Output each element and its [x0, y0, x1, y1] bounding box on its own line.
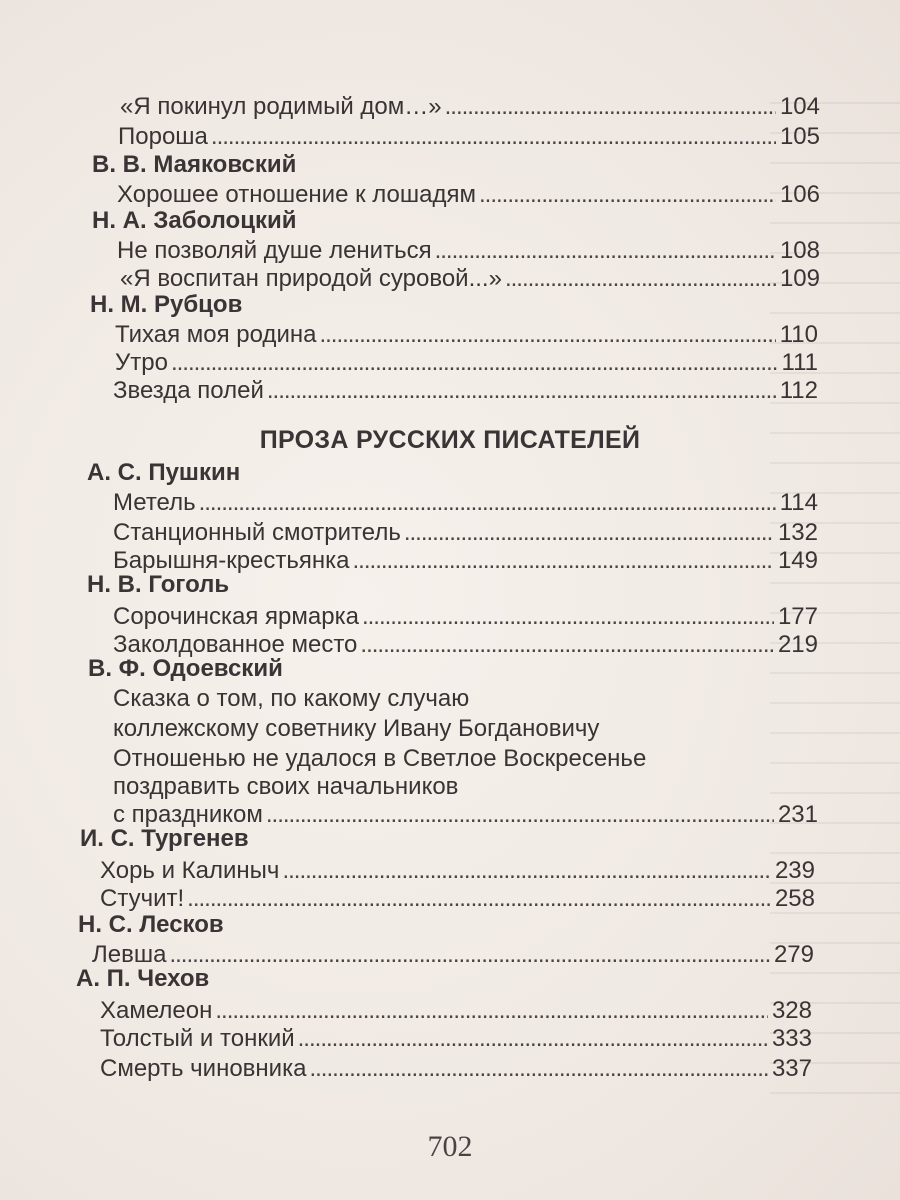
toc-entry[interactable] [100, 1054, 812, 1084]
leader-dots [309, 1054, 767, 1084]
leader-dots [360, 630, 774, 660]
toc-entry-page: 104 [779, 93, 820, 120]
leader-dots [445, 92, 776, 122]
leader-dots [353, 546, 774, 576]
toc-entry-page: 219 [777, 631, 818, 658]
toc-entry-title: Тихая моя родина [115, 321, 317, 348]
toc-author-heading: А. С. Пушкин [87, 459, 241, 486]
toc-entry[interactable] [113, 602, 818, 632]
toc-entry[interactable] [113, 488, 818, 518]
toc-entry-title: Заколдованное место [113, 631, 358, 658]
toc-entry[interactable] [118, 122, 820, 152]
leader-dots [435, 236, 776, 266]
leader-dots [298, 1024, 768, 1054]
toc-entry-page: 328 [771, 997, 812, 1024]
toc-entry-page: 112 [779, 377, 818, 404]
toc-entry-title: Не позволяй душе лениться [117, 237, 432, 264]
leader-dots [187, 884, 771, 914]
toc-entry-page: 337 [771, 1055, 812, 1082]
toc-author-heading: А. П. Чехов [76, 965, 210, 992]
toc-author-heading: В. В. Маяковский [92, 151, 297, 178]
leader-dots [282, 856, 771, 886]
toc-entry-title: Хамелеон [100, 997, 213, 1024]
toc-entry[interactable] [120, 92, 820, 122]
toc-entry-page: 105 [779, 123, 820, 150]
toc-entry-title-line: Сказка о том, по какому случаю [113, 685, 470, 712]
toc-entry-page: 258 [774, 885, 815, 912]
leader-dots [171, 348, 778, 378]
toc-author-heading: Н. А. Заболоцкий [92, 207, 297, 234]
toc-entry-page: 111 [781, 349, 818, 376]
toc-entry-page: 149 [777, 547, 818, 574]
toc-entry-title: «Я воспитан природой суровой...» [120, 265, 502, 292]
toc-entry-title: Хорь и Калиныч [100, 857, 280, 884]
toc-entry-title-line: Отношенью не удалося в Светлое Воскресенье [113, 745, 647, 772]
toc-entry[interactable] [113, 376, 818, 406]
toc-entry[interactable] [100, 996, 812, 1026]
toc-entry[interactable] [117, 236, 820, 266]
toc-entry-page: 108 [779, 237, 820, 264]
toc-entry-title: Метель [113, 489, 196, 516]
toc-entry[interactable] [115, 320, 818, 350]
toc-entry-title: Барышня-крестьянка [113, 547, 350, 574]
toc-entry-title-line: поздравить своих начальников [113, 773, 459, 800]
toc-entry-title: Сорочинская ярмарка [113, 603, 359, 630]
toc-entry-page: 177 [777, 603, 818, 630]
leader-dots [211, 122, 776, 152]
toc-entry-title: Левша [92, 941, 167, 968]
leader-dots [199, 488, 776, 518]
toc-entry[interactable] [100, 856, 815, 886]
toc-entry-title: Звезда полей [113, 377, 264, 404]
toc-entry-title: Смерть чиновника [100, 1055, 307, 1082]
page-number: 702 [427, 1130, 473, 1163]
toc-entry-page: 279 [773, 941, 814, 968]
toc-entry-title: Пороша [118, 123, 208, 150]
leader-dots [362, 602, 774, 632]
leader-dots [169, 940, 770, 970]
toc-entry-title: Утро [115, 349, 168, 376]
toc-entry-page: 231 [777, 801, 818, 828]
toc-entry-title: Стучит! [100, 885, 185, 912]
toc-author-heading: И. С. Тургенев [80, 825, 249, 852]
leader-dots [505, 264, 776, 294]
toc-author-heading: Н. С. Лесков [78, 911, 224, 938]
toc-entry-title: «Я покинул родимый дом…» [120, 93, 442, 120]
toc-entry-page: 114 [779, 489, 818, 516]
section-heading: ПРОЗА РУССКИХ ПИСАТЕЛЕЙ [259, 426, 641, 454]
toc-author-heading: Н. М. Рубцов [90, 291, 243, 318]
toc-entry-title: Станционный смотритель [113, 519, 401, 546]
toc-entry-title: Толстый и тонкий [100, 1025, 295, 1052]
toc-author-heading: В. Ф. Одоевский [88, 655, 283, 682]
toc-entry-page: 333 [771, 1025, 812, 1052]
toc-entry-title: Хорошее отношение к лошадям [117, 181, 476, 208]
leader-dots [479, 180, 776, 210]
toc-entry-page: 132 [777, 519, 818, 546]
toc-entry-title-line: коллежскому советнику Ивану Богдановичу [113, 715, 600, 742]
toc-entry[interactable] [115, 348, 818, 378]
leader-dots [267, 376, 776, 406]
leader-dots [215, 996, 768, 1026]
toc-entry-page: 239 [774, 857, 815, 884]
toc-author-heading: Н. В. Гоголь [87, 571, 230, 598]
toc-entry-page: 106 [779, 181, 820, 208]
toc-entry[interactable] [100, 1024, 812, 1054]
leader-dots [404, 518, 774, 548]
toc-entry-title: с праздником [113, 801, 263, 828]
leader-dots [319, 320, 775, 350]
toc-entry-page: 109 [779, 265, 820, 292]
toc-entry-page: 110 [779, 321, 818, 348]
toc-entry[interactable] [113, 518, 818, 548]
leader-dots [266, 800, 774, 830]
